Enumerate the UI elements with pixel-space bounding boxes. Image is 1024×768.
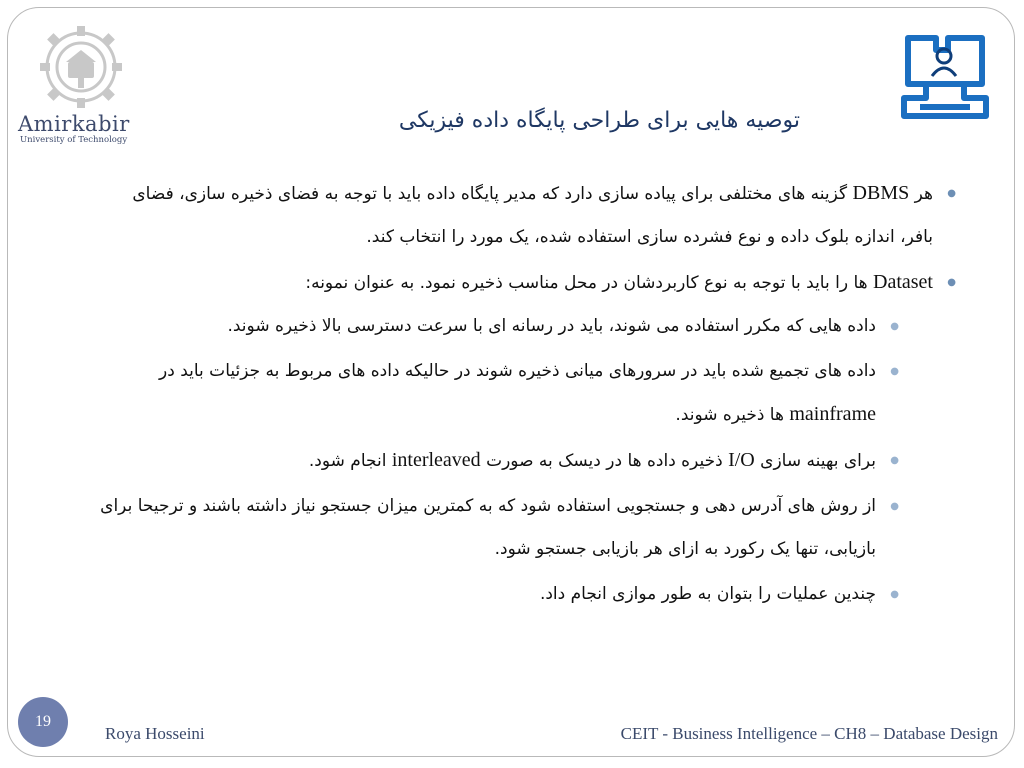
sub-bullet-text: از روش های آدرس دهی و جستجویی استفاده شود که به کمترین میزان جستجو نیاز داشته باشند و ترجیحا برای بازیابی، تنها یک رکورد به ازای هر بازیابی جستجو شود. [100,496,876,559]
ceit-computer-user-icon [896,26,994,124]
sub-bullet-latin-term: interleaved [391,449,481,471]
bullet-item [100,172,960,259]
bullet-dot-icon: ● [947,277,956,288]
sub-bullet-item [100,305,933,348]
bullet-latin-term: Dataset [873,271,933,293]
sub-bullet-text: داده های تجمیع شده باید در سرورهای میانی ذخیره شوند در حالیکه داده های مربوط به جزئیات باید در [159,361,876,381]
bullet-text: هر [914,184,933,204]
sub-bullet-latin-term: mainframe [789,403,876,425]
bullet-dot-icon: ● [890,589,899,600]
logo-name: Amirkabir [18,112,130,136]
bullet-latin-term: DBMS [852,182,910,204]
bullet-dot-icon: ● [890,366,899,377]
sub-bullet-item [100,573,933,616]
page-number: 19 [18,697,68,747]
bullet-item [100,261,960,616]
bullet-dot-icon: ● [890,501,899,512]
bullet-dot-icon: ● [890,321,899,332]
sub-bullet-text: ها ذخیره شوند. [675,405,784,425]
sub-bullet-text: چندین عملیات را بتوان به طور موازی انجام داد. [539,584,876,604]
logo-subtitle: University of Technology [20,135,128,145]
footer-course: CEIT - Business Intelligence – CH8 – Database Design [620,724,998,743]
amirkabir-emblem-icon [38,24,124,110]
amirkabir-logo [16,24,144,148]
sub-bullet-latin-term: I/O [728,449,755,471]
sub-bullet-text: برای بهینه سازی [760,451,876,471]
slide-title: توصیه هایی برای طراحی پایگاه داده فیزیکی [398,108,800,133]
sub-bullet-item [100,350,933,437]
sub-bullet-text: انجام شود. [308,451,387,471]
slide-content [100,172,960,618]
footer-author: Roya Hosseini [105,724,205,743]
bullet-dot-icon: ● [947,188,956,199]
sub-bullet-text: ذخیره داده ها در دیسک به صورت [486,451,723,471]
bullet-dot-icon: ● [890,455,899,466]
sub-bullet-text: داده هایی که مکرر استفاده می شوند، باید در رسانه ای با سرعت دسترسی بالا ذخیره شوند. [227,316,876,336]
sub-bullet-item [100,439,933,483]
bullet-text: گزینه های مختلفی برای پیاده سازی دارد که مدیر پایگاه داده باید با توجه به فضای ذخیره سازی، فضای بافر، اندازه بلوک داده و نوع فشرده سازی استفاده شده، یک مورد را انتخاب کند. [132,184,933,247]
bullet-text: ها را باید با توجه به نوع کاربردشان در محل مناسب ذخیره نمود. به عنوان نمونه: [305,273,868,293]
sub-bullet-item [100,485,933,571]
